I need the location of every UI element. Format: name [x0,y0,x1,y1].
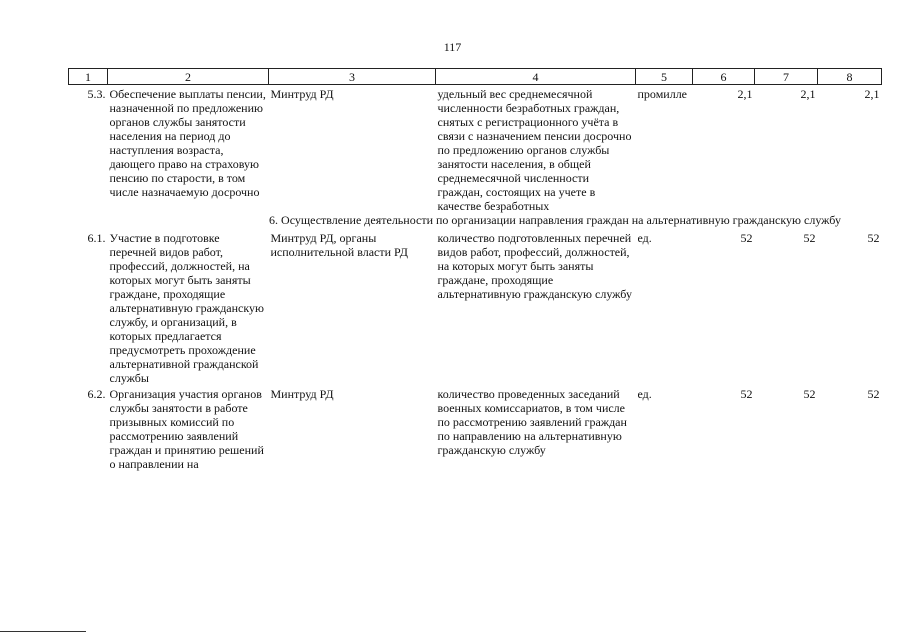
column-header-8: 8 [818,69,882,85]
row-number: 5.3. [87,87,106,101]
executor-cell: Минтруд РД [270,87,334,101]
executor-cell: Минтруд РД, органы исполнительной власти РД [270,231,408,259]
column-header-7: 7 [755,69,818,85]
column-header-4: 4 [436,69,636,85]
value-cell-6: 52 [740,231,753,245]
column-header-5: 5 [636,69,693,85]
value-cell-7: 52 [803,387,816,401]
value-cell-6: 52 [740,387,753,401]
column-header-3: 3 [269,69,436,85]
unit-cell: ед. [637,387,652,401]
section-title: 6. Осуществление деятельности по организации направления граждан на альтернативную гражданскую службу [269,213,841,227]
value-cell-8: 52 [867,387,880,401]
table-row [69,229,882,385]
value-cell-7: 52 [803,231,816,245]
unit-cell: промилле [637,87,688,101]
table-header-row [69,69,882,85]
row-number: 6.2. [87,387,106,401]
value-cell-6: 2,1 [737,87,753,101]
activity-cell: Организация участия органов службы занятости в работе призывных комиссий по рассмотрению заявлений граждан и принятию решений о направлении на [109,387,264,471]
footnote-separator-line [0,631,86,632]
row-number: 6.1. [87,231,106,245]
program-table [68,68,882,471]
table-row [69,385,882,471]
table-row [69,85,882,214]
value-cell-8: 2,1 [864,87,880,101]
indicator-cell: количество подготовленных перечней видов работ, профессий, должностей, на которых могут быть заняты граждане, проходящие альтернативную гражданскую службу [437,231,632,301]
column-header-1: 1 [69,69,108,85]
section-heading-row [69,213,882,229]
page-number: 117 [443,40,462,54]
activity-cell: Обеспечение выплаты пенсии, назначенной по предложению органов службы занятости населения на период до наступления возраста, дающего право на страховую пенсию по старости, в том числе назначаемую досрочно [109,87,266,199]
column-header-6: 6 [693,69,755,85]
indicator-cell: количество проведенных заседаний военных комиссариатов, в том числе по рассмотрению заявлений граждан по направлению на альтернативную гражданскую службу [437,387,627,457]
executor-cell: Минтруд РД [270,387,334,401]
activity-cell: Участие в подготовке перечней видов работ, профессий, должностей, на которых могут быть заняты граждане, проходящие альтернативную гражданскую службу, и организаций, в которых предлагается предусмотреть прохождение альтернативной гражданской службы [109,231,265,385]
column-header-2: 2 [108,69,269,85]
value-cell-8: 52 [867,231,880,245]
indicator-cell: удельный вес среднемесячной численности безработных граждан, снятых с регистрационного учёта в связи с назначением пенсии досрочно по предложению органов службы занятости населения, в общей среднемесячной численности граждан, состоящих на учете в качестве безработных [437,87,632,213]
value-cell-7: 2,1 [800,87,816,101]
unit-cell: ед. [637,231,652,245]
